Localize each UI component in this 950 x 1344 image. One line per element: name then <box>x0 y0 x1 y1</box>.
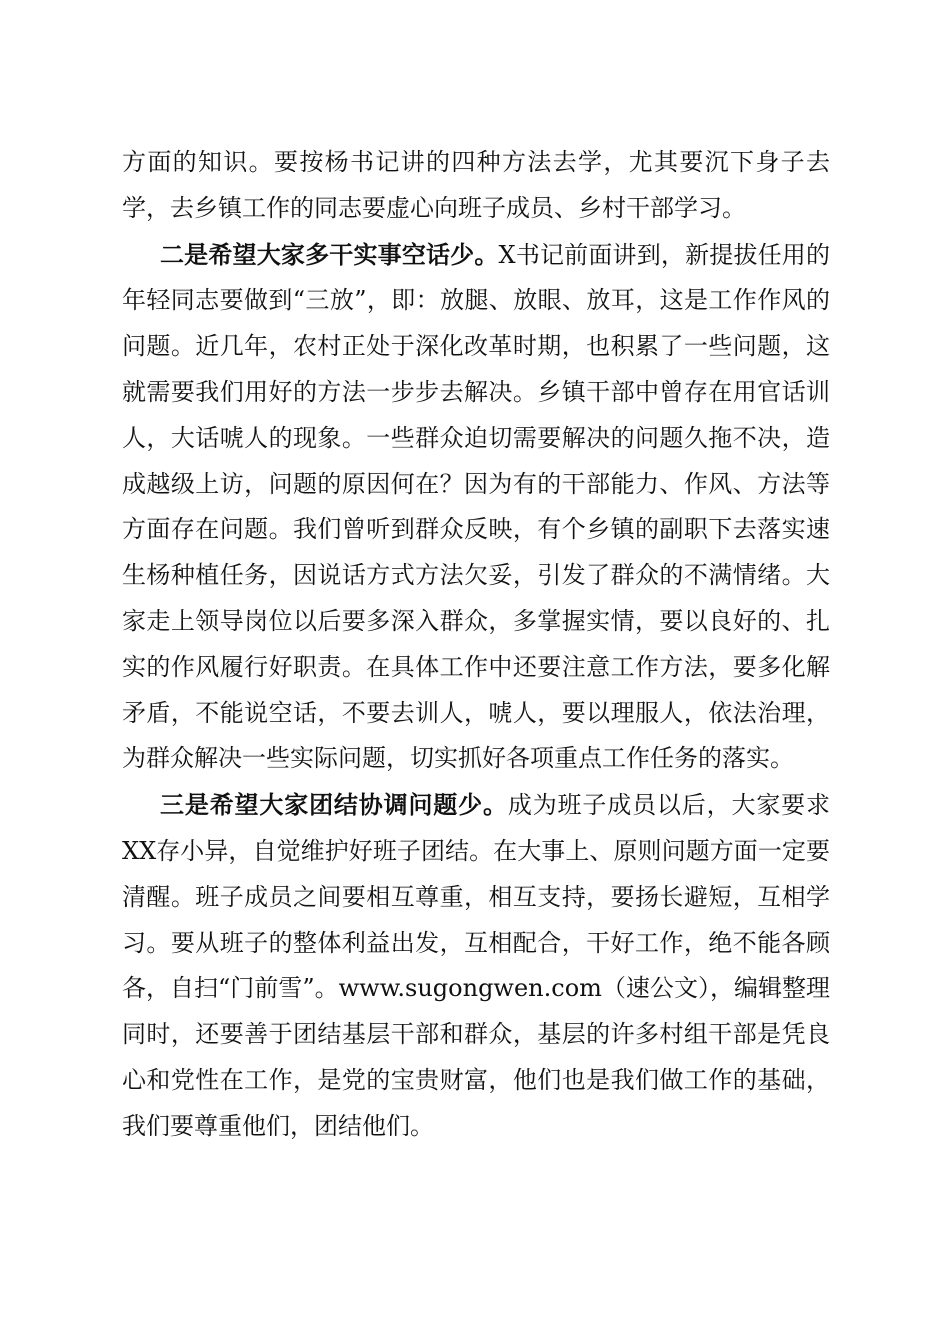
paragraph-point-two <box>122 232 830 783</box>
paragraph-lead: 二是希望大家多干实事空话少。 <box>160 239 499 269</box>
paragraph-text: 成为班子成员以后，大家要求XX存小异，自觉维护好班子团结。在大事上、原则问题方面一定要清醒。班子成员之间要相互尊重，相互支持，要扬长避短，互相学习。要从班子的整体利益出发，互相配合，干好工作，绝不能各顾各，自扫“门前雪”。www.sugongwen.com（速公文），编辑整理同时，还要善于团结基层干部和群众，基层的许多村组干部是凭良心和党性在工作，是党的宝贵财富，他们也是我们做工作的基础，我们要尊重他们，团结他们。 <box>122 791 831 1140</box>
paragraph-lead: 三是希望大家团结协调问题少。 <box>160 790 508 820</box>
document-body <box>122 140 830 1150</box>
paragraph-point-three <box>122 782 830 1149</box>
paragraph-text: 方面的知识。要按杨书记讲的四种方法去学，尤其要沉下身子去学，去乡镇工作的同志要虚心向班子成员、乡村干部学习。 <box>122 148 830 222</box>
paragraph-continuation <box>122 140 830 232</box>
paragraph-text: X书记前面讲到，新提拔任用的年轻同志要做到“三放”，即：放腿、放眼、放耳，这是工作作风的问题。近几年，农村正处于深化改革时期，也积累了一些问题，这就需要我们用好的方法一步步去解决。乡镇干部中曾存在用官话训人，大话唬人的现象。一些群众迫切需要解决的问题久拖不决，造成越级上访，问题的原因何在？因为有的干部能力、作风、方法等方面存在问题。我们曾听到群众反映，有个乡镇的副职下去落实速生杨种植任务，因说话方式方法欠妥，引发了群众的不满情绪。大家走上领导岗位以后要多深入群众，多掌握实情，要以良好的、扎实的作风履行好职责。在具体工作中还要注意工作方法，要多化解矛盾，不能说空话，不要去训人，唬人，要以理服人，依法治理，为群众解决一些实际问题，切实抓好各项重点工作任务的落实。 <box>122 240 830 773</box>
